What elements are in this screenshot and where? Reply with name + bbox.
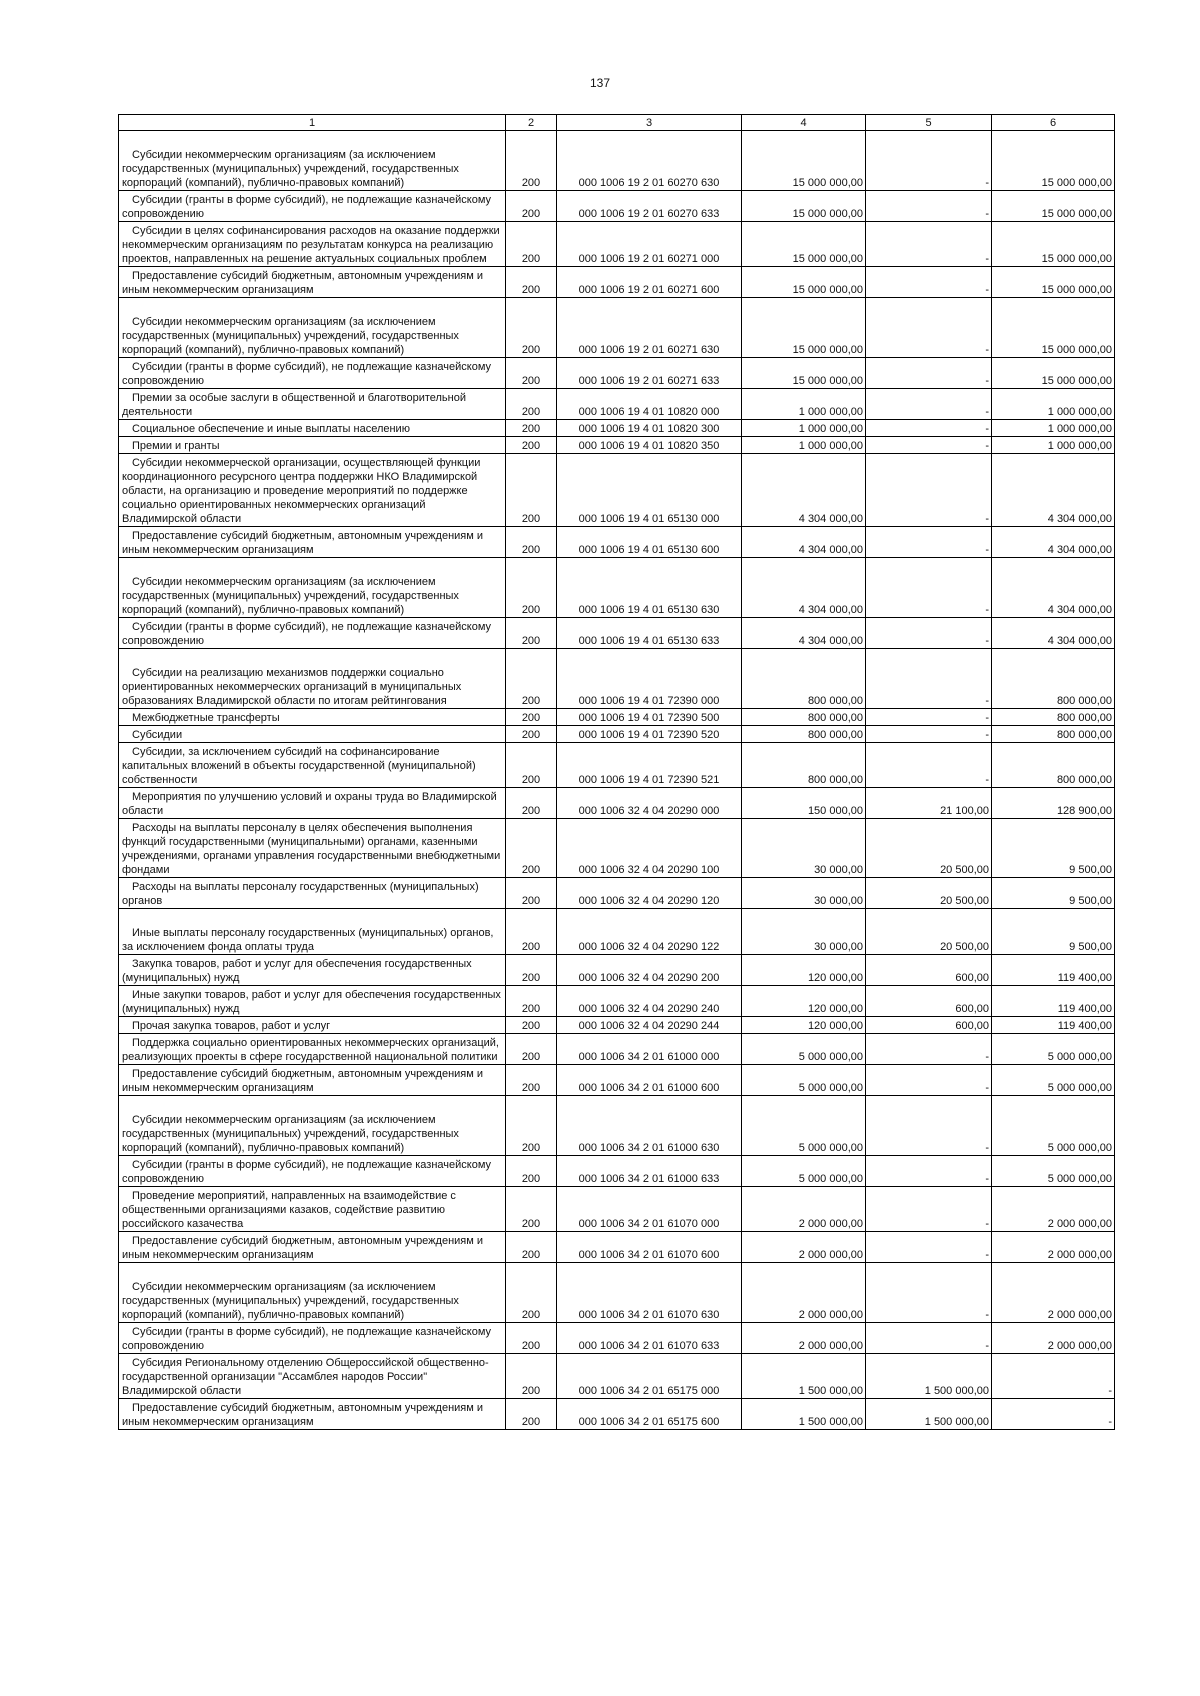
row-value-col4-cell: 120 000,00: [742, 955, 866, 986]
table-row: [119, 437, 1115, 454]
row-value-col6-cell: 15 000 000,00: [992, 267, 1115, 298]
row-value-col6-cell: 800 000,00: [992, 649, 1115, 709]
row-name-cell: [119, 358, 506, 389]
row-value-col4-cell: 2 000 000,00: [742, 1323, 866, 1354]
page-number: 137: [589, 76, 611, 90]
row-value-col5-cell: -: [866, 1096, 992, 1156]
row-name-cell: [119, 267, 506, 298]
row-name-text: Субсидии (гранты в форме субсидий), не подлежащие казначейскому сопровождению: [122, 1326, 492, 1352]
row-name-text: Премии за особые заслуги в общественной и благотворительной деятельности: [122, 392, 466, 418]
row-value-col6-cell: 1 000 000,00: [992, 389, 1115, 420]
row-budget-code-cell: 000 1006 19 2 01 60271 633: [557, 358, 742, 389]
row-budget-code-cell: 000 1006 34 2 01 61070 000: [557, 1187, 742, 1232]
column-header-6: 6: [992, 115, 1115, 131]
row-value-col4-cell: 15 000 000,00: [742, 191, 866, 222]
row-name-text: Субсидии: [132, 729, 183, 741]
row-name-text: Иные выплаты персоналу государственных (муниципальных) органов, за исключением фонда оплаты труда: [122, 927, 494, 953]
row-admin-code-cell: 200: [506, 454, 557, 527]
row-admin-code-cell: 200: [506, 1017, 557, 1034]
row-value-col4-cell: 30 000,00: [742, 819, 866, 878]
row-admin-code-cell: 200: [506, 1232, 557, 1263]
row-budget-code-cell: 000 1006 34 2 01 61000 633: [557, 1156, 742, 1187]
table-header: [119, 115, 1115, 131]
row-value-col5-cell: -: [866, 420, 992, 437]
row-name-text: Субсидии (гранты в форме субсидий), не подлежащие казначейскому сопровождению: [122, 194, 492, 220]
row-budget-code-cell: 000 1006 19 4 01 10820 300: [557, 420, 742, 437]
row-name-cell: [119, 437, 506, 454]
row-admin-code-cell: 200: [506, 527, 557, 558]
row-value-col4-cell: 800 000,00: [742, 743, 866, 788]
row-value-col6-cell: 15 000 000,00: [992, 222, 1115, 267]
row-value-col5-cell: -: [866, 618, 992, 649]
row-budget-code-cell: 000 1006 19 4 01 65130 633: [557, 618, 742, 649]
row-value-col4-cell: 1 500 000,00: [742, 1354, 866, 1399]
row-name-cell: [119, 1232, 506, 1263]
row-value-col5-cell: 1 500 000,00: [866, 1399, 992, 1430]
row-admin-code-cell: 200: [506, 1323, 557, 1354]
row-value-col6-cell: 119 400,00: [992, 986, 1115, 1017]
table-row: [119, 618, 1115, 649]
table-row: [119, 955, 1115, 986]
table-row: [119, 358, 1115, 389]
row-name-cell: [119, 819, 506, 878]
row-budget-code-cell: 000 1006 19 4 01 72390 000: [557, 649, 742, 709]
row-budget-code-cell: 000 1006 19 4 01 65130 630: [557, 558, 742, 618]
row-name-text: Предоставление субсидий бюджетным, автономным учреждениям и иным некоммерческим организациям: [122, 1068, 484, 1094]
row-value-col5-cell: -: [866, 1232, 992, 1263]
row-name-cell: [119, 709, 506, 726]
row-name-cell: [119, 389, 506, 420]
row-admin-code-cell: 200: [506, 437, 557, 454]
row-value-col5-cell: 21 100,00: [866, 788, 992, 819]
row-value-col4-cell: 1 500 000,00: [742, 1399, 866, 1430]
row-value-col5-cell: 600,00: [866, 986, 992, 1017]
table-row: [119, 222, 1115, 267]
row-value-col6-cell: 1 000 000,00: [992, 420, 1115, 437]
row-value-col4-cell: 4 304 000,00: [742, 618, 866, 649]
row-value-col5-cell: -: [866, 1156, 992, 1187]
row-value-col6-cell: 800 000,00: [992, 743, 1115, 788]
table-row: [119, 1354, 1115, 1399]
row-value-col6-cell: 2 000 000,00: [992, 1232, 1115, 1263]
row-admin-code-cell: 200: [506, 726, 557, 743]
row-name-text: Прочая закупка товаров, работ и услуг: [132, 1020, 331, 1032]
row-name-text: Субсидии некоммерческим организациям (за исключением государственных (муниципальных) учреждений, государственных корпораций (компаний), публично-правовых компаний): [122, 576, 459, 616]
table-row: [119, 1187, 1115, 1232]
row-budget-code-cell: 000 1006 32 4 04 20290 100: [557, 819, 742, 878]
row-value-col5-cell: -: [866, 743, 992, 788]
table-row: [119, 986, 1115, 1017]
table-row: [119, 191, 1115, 222]
row-admin-code-cell: 200: [506, 267, 557, 298]
row-value-col4-cell: 15 000 000,00: [742, 131, 866, 191]
row-value-col6-cell: 5 000 000,00: [992, 1096, 1115, 1156]
table-row: [119, 420, 1115, 437]
row-name-text: Предоставление субсидий бюджетным, автономным учреждениям и иным некоммерческим организациям: [122, 1235, 484, 1261]
row-value-col4-cell: 1 000 000,00: [742, 437, 866, 454]
row-value-col5-cell: -: [866, 358, 992, 389]
row-name-cell: [119, 1065, 506, 1096]
row-value-col5-cell: -: [866, 454, 992, 527]
row-name-text: Субсидии (гранты в форме субсидий), не подлежащие казначейскому сопровождению: [122, 361, 492, 387]
row-name-cell: [119, 131, 506, 191]
row-value-col6-cell: 119 400,00: [992, 955, 1115, 986]
row-admin-code-cell: 200: [506, 1065, 557, 1096]
table-row: [119, 298, 1115, 358]
row-value-col6-cell: 9 500,00: [992, 819, 1115, 878]
column-header-2: 2: [506, 115, 557, 131]
table-row: [119, 909, 1115, 955]
row-admin-code-cell: 200: [506, 191, 557, 222]
row-name-text: Поддержка социально ориентированных некоммерческих организаций, реализующих проекты в сфере государственной национальной политики: [122, 1037, 499, 1063]
row-admin-code-cell: 200: [506, 649, 557, 709]
row-budget-code-cell: 000 1006 32 4 04 20290 000: [557, 788, 742, 819]
row-value-col6-cell: 4 304 000,00: [992, 454, 1115, 527]
table-row: [119, 527, 1115, 558]
row-value-col4-cell: 15 000 000,00: [742, 222, 866, 267]
column-header-4: 4: [742, 115, 866, 131]
row-value-col6-cell: 800 000,00: [992, 726, 1115, 743]
row-admin-code-cell: 200: [506, 298, 557, 358]
row-value-col6-cell: 2 000 000,00: [992, 1263, 1115, 1323]
table-row: [119, 788, 1115, 819]
row-value-col6-cell: 2 000 000,00: [992, 1323, 1115, 1354]
row-value-col5-cell: -: [866, 527, 992, 558]
row-value-col4-cell: 120 000,00: [742, 1017, 866, 1034]
row-value-col6-cell: 800 000,00: [992, 709, 1115, 726]
row-name-text: Субсидии в целях софинансирования расходов на оказание поддержки некоммерческим организациям по результатам конкурса на реализацию проектов, направленных на решение актуальных социальных проблем: [122, 225, 500, 265]
row-value-col6-cell: 15 000 000,00: [992, 298, 1115, 358]
row-name-text: Субсидии, за исключением субсидий на софинансирование капитальных вложений в объекты государственной (муниципальной) собственности: [122, 746, 476, 786]
row-name-cell: [119, 909, 506, 955]
row-name-text: Социальное обеспечение и иные выплаты населению: [132, 423, 410, 435]
row-admin-code-cell: 200: [506, 1096, 557, 1156]
row-value-col5-cell: 20 500,00: [866, 909, 992, 955]
row-admin-code-cell: 200: [506, 709, 557, 726]
row-budget-code-cell: 000 1006 34 2 01 61000 600: [557, 1065, 742, 1096]
row-value-col5-cell: -: [866, 191, 992, 222]
row-name-text: Расходы на выплаты персоналу в целях обеспечения выполнения функций государственными (муниципальными) органами, казенными учреждениями, органами управления государственными внебюджетными фондами: [122, 822, 501, 876]
row-admin-code-cell: 200: [506, 1034, 557, 1065]
row-budget-code-cell: 000 1006 34 2 01 65175 000: [557, 1354, 742, 1399]
row-value-col6-cell: 1 000 000,00: [992, 437, 1115, 454]
table-row: [119, 267, 1115, 298]
row-value-col4-cell: 30 000,00: [742, 909, 866, 955]
row-value-col5-cell: -: [866, 437, 992, 454]
row-value-col6-cell: 9 500,00: [992, 878, 1115, 909]
row-name-cell: [119, 1017, 506, 1034]
row-value-col5-cell: -: [866, 649, 992, 709]
row-value-col4-cell: 5 000 000,00: [742, 1034, 866, 1065]
row-budget-code-cell: 000 1006 19 2 01 60271 600: [557, 267, 742, 298]
row-budget-code-cell: 000 1006 34 2 01 61000 630: [557, 1096, 742, 1156]
row-admin-code-cell: 200: [506, 1399, 557, 1430]
table-row: [119, 1323, 1115, 1354]
table-row: [119, 558, 1115, 618]
row-value-col4-cell: 2 000 000,00: [742, 1263, 866, 1323]
column-header-3: 3: [557, 115, 742, 131]
row-value-col6-cell: 119 400,00: [992, 1017, 1115, 1034]
row-admin-code-cell: 200: [506, 222, 557, 267]
row-name-cell: [119, 1187, 506, 1232]
row-budget-code-cell: 000 1006 32 4 04 20290 244: [557, 1017, 742, 1034]
row-name-text: Субсидия Региональному отделению Общероссийской общественно-государственной организации "Ассамблея народов России" Владимирской области: [122, 1357, 489, 1397]
row-name-cell: [119, 1096, 506, 1156]
row-budget-code-cell: 000 1006 19 4 01 72390 520: [557, 726, 742, 743]
row-name-cell: [119, 618, 506, 649]
row-value-col5-cell: -: [866, 1263, 992, 1323]
row-name-cell: [119, 878, 506, 909]
row-value-col5-cell: -: [866, 726, 992, 743]
row-name-text: Иные закупки товаров, работ и услуг для обеспечения государственных (муниципальных) нужд: [122, 989, 501, 1015]
budget-table: [118, 114, 1115, 1430]
table-row: [119, 878, 1115, 909]
row-value-col4-cell: 4 304 000,00: [742, 527, 866, 558]
row-value-col6-cell: 4 304 000,00: [992, 558, 1115, 618]
table-row: [119, 819, 1115, 878]
row-admin-code-cell: 200: [506, 1354, 557, 1399]
row-name-text: Субсидии (гранты в форме субсидий), не подлежащие казначейскому сопровождению: [122, 1159, 492, 1185]
row-value-col4-cell: 30 000,00: [742, 878, 866, 909]
row-value-col6-cell: 2 000 000,00: [992, 1187, 1115, 1232]
table-row: [119, 743, 1115, 788]
row-name-cell: [119, 986, 506, 1017]
row-name-text: Закупка товаров, работ и услуг для обеспечения государственных (муниципальных) нужд: [122, 958, 472, 984]
row-name-cell: [119, 1263, 506, 1323]
row-admin-code-cell: 200: [506, 618, 557, 649]
row-name-cell: [119, 1399, 506, 1430]
row-name-text: Субсидии (гранты в форме субсидий), не подлежащие казначейскому сопровождению: [122, 621, 492, 647]
row-budget-code-cell: 000 1006 19 4 01 10820 350: [557, 437, 742, 454]
row-budget-code-cell: 000 1006 19 2 01 60271 630: [557, 298, 742, 358]
row-value-col4-cell: 1 000 000,00: [742, 389, 866, 420]
row-admin-code-cell: 200: [506, 1156, 557, 1187]
table-row: [119, 1017, 1115, 1034]
row-name-text: Субсидии некоммерческим организациям (за исключением государственных (муниципальных) учреждений, государственных корпораций (компаний), публично-правовых компаний): [122, 1114, 459, 1154]
row-admin-code-cell: 200: [506, 743, 557, 788]
row-name-cell: [119, 1034, 506, 1065]
row-value-col5-cell: 1 500 000,00: [866, 1354, 992, 1399]
row-budget-code-cell: 000 1006 34 2 01 61070 600: [557, 1232, 742, 1263]
column-header-5: 5: [866, 115, 992, 131]
row-name-text: Премии и гранты: [132, 440, 220, 452]
row-value-col4-cell: 150 000,00: [742, 788, 866, 819]
row-admin-code-cell: 200: [506, 819, 557, 878]
row-budget-code-cell: 000 1006 34 2 01 61000 000: [557, 1034, 742, 1065]
row-name-cell: [119, 298, 506, 358]
row-budget-code-cell: 000 1006 32 4 04 20290 240: [557, 986, 742, 1017]
row-budget-code-cell: 000 1006 19 4 01 10820 000: [557, 389, 742, 420]
row-budget-code-cell: 000 1006 19 4 01 65130 600: [557, 527, 742, 558]
row-value-col6-cell: 9 500,00: [992, 909, 1115, 955]
row-value-col5-cell: -: [866, 709, 992, 726]
row-name-text: Мероприятия по улучшению условий и охраны труда во Владимирской области: [122, 791, 497, 817]
row-value-col6-cell: -: [992, 1354, 1115, 1399]
row-budget-code-cell: 000 1006 32 4 04 20290 122: [557, 909, 742, 955]
row-name-cell: [119, 420, 506, 437]
row-admin-code-cell: 200: [506, 558, 557, 618]
row-value-col6-cell: 4 304 000,00: [992, 527, 1115, 558]
row-value-col5-cell: 600,00: [866, 1017, 992, 1034]
row-name-cell: [119, 558, 506, 618]
table-row: [119, 726, 1115, 743]
row-value-col6-cell: 15 000 000,00: [992, 191, 1115, 222]
row-name-text: Субсидии некоммерческой организации, осуществляющей функции координационного ресурсного центра поддержки НКО Владимирской области, на организацию и проведение мероприятий по поддержке социально ориентированных некоммерческих организаций Владимирской области: [122, 457, 481, 525]
row-value-col6-cell: 128 900,00: [992, 788, 1115, 819]
row-value-col5-cell: -: [866, 558, 992, 618]
row-admin-code-cell: 200: [506, 909, 557, 955]
row-admin-code-cell: 200: [506, 1263, 557, 1323]
row-value-col4-cell: 800 000,00: [742, 726, 866, 743]
row-value-col4-cell: 800 000,00: [742, 709, 866, 726]
row-value-col4-cell: 4 304 000,00: [742, 454, 866, 527]
row-value-col4-cell: 120 000,00: [742, 986, 866, 1017]
row-value-col6-cell: 4 304 000,00: [992, 618, 1115, 649]
row-name-text: Предоставление субсидий бюджетным, автономным учреждениям и иным некоммерческим организациям: [122, 1402, 484, 1428]
row-value-col4-cell: 1 000 000,00: [742, 420, 866, 437]
row-name-text: Межбюджетные трансферты: [132, 712, 280, 724]
row-admin-code-cell: 200: [506, 389, 557, 420]
row-value-col4-cell: 5 000 000,00: [742, 1065, 866, 1096]
row-name-text: Субсидии некоммерческим организациям (за исключением государственных (муниципальных) учреждений, государственных корпораций (компаний), публично-правовых компаний): [122, 1281, 459, 1321]
row-name-cell: [119, 743, 506, 788]
row-admin-code-cell: 200: [506, 986, 557, 1017]
row-budget-code-cell: 000 1006 19 2 01 60270 633: [557, 191, 742, 222]
row-value-col4-cell: 2 000 000,00: [742, 1232, 866, 1263]
table-row: [119, 1065, 1115, 1096]
row-value-col5-cell: -: [866, 1034, 992, 1065]
row-name-text: Субсидии на реализацию механизмов поддержки социально ориентированных некоммерческих организаций в муниципальных образованиях Владимирской области по итогам рейтингования: [122, 667, 462, 707]
row-value-col6-cell: 5 000 000,00: [992, 1065, 1115, 1096]
row-name-text: Предоставление субсидий бюджетным, автономным учреждениям и иным некоммерческим организациям: [122, 270, 484, 296]
row-name-cell: [119, 191, 506, 222]
table-body: [119, 131, 1115, 1430]
row-value-col6-cell: -: [992, 1399, 1115, 1430]
table-row: [119, 709, 1115, 726]
row-value-col4-cell: 15 000 000,00: [742, 267, 866, 298]
row-name-cell: [119, 788, 506, 819]
row-value-col4-cell: 2 000 000,00: [742, 1187, 866, 1232]
row-name-cell: [119, 955, 506, 986]
row-admin-code-cell: 200: [506, 788, 557, 819]
row-admin-code-cell: 200: [506, 878, 557, 909]
row-budget-code-cell: 000 1006 19 4 01 72390 500: [557, 709, 742, 726]
table-row: [119, 131, 1115, 191]
row-budget-code-cell: 000 1006 32 4 04 20290 120: [557, 878, 742, 909]
row-value-col4-cell: 800 000,00: [742, 649, 866, 709]
column-number-row: [119, 115, 1115, 131]
column-header-1: 1: [119, 115, 506, 131]
row-value-col5-cell: -: [866, 1323, 992, 1354]
row-name-cell: [119, 454, 506, 527]
row-value-col6-cell: 5 000 000,00: [992, 1156, 1115, 1187]
row-name-cell: [119, 726, 506, 743]
row-value-col4-cell: 4 304 000,00: [742, 558, 866, 618]
row-admin-code-cell: 200: [506, 131, 557, 191]
row-budget-code-cell: 000 1006 34 2 01 61070 630: [557, 1263, 742, 1323]
row-value-col6-cell: 15 000 000,00: [992, 358, 1115, 389]
row-budget-code-cell: 000 1006 19 4 01 65130 000: [557, 454, 742, 527]
table-row: [119, 1034, 1115, 1065]
row-budget-code-cell: 000 1006 32 4 04 20290 200: [557, 955, 742, 986]
row-value-col5-cell: -: [866, 131, 992, 191]
row-value-col5-cell: -: [866, 1065, 992, 1096]
table-row: [119, 1399, 1115, 1430]
row-value-col4-cell: 15 000 000,00: [742, 298, 866, 358]
table-row: [119, 1263, 1115, 1323]
row-admin-code-cell: 200: [506, 420, 557, 437]
row-value-col5-cell: 600,00: [866, 955, 992, 986]
row-value-col5-cell: -: [866, 267, 992, 298]
table-row: [119, 1156, 1115, 1187]
row-value-col5-cell: -: [866, 1187, 992, 1232]
row-admin-code-cell: 200: [506, 955, 557, 986]
table-row: [119, 1232, 1115, 1263]
row-name-text: Проведение мероприятий, направленных на взаимодействие с общественными организациями казаков, содействие развитию российского казачества: [122, 1190, 456, 1230]
row-name-text: Субсидии некоммерческим организациям (за исключением государственных (муниципальных) учреждений, государственных корпораций (компаний), публично-правовых компаний): [122, 149, 459, 189]
row-name-cell: [119, 222, 506, 267]
row-value-col6-cell: 5 000 000,00: [992, 1034, 1115, 1065]
table-row: [119, 1096, 1115, 1156]
row-admin-code-cell: 200: [506, 358, 557, 389]
row-value-col5-cell: 20 500,00: [866, 819, 992, 878]
table-row: [119, 389, 1115, 420]
row-name-cell: [119, 1354, 506, 1399]
row-name-cell: [119, 1323, 506, 1354]
row-value-col5-cell: 20 500,00: [866, 878, 992, 909]
row-budget-code-cell: 000 1006 34 2 01 61070 633: [557, 1323, 742, 1354]
row-name-text: Расходы на выплаты персоналу государственных (муниципальных) органов: [122, 881, 479, 907]
row-admin-code-cell: 200: [506, 1187, 557, 1232]
row-name-cell: [119, 649, 506, 709]
row-budget-code-cell: 000 1006 19 2 01 60270 630: [557, 131, 742, 191]
row-budget-code-cell: 000 1006 19 4 01 72390 521: [557, 743, 742, 788]
row-budget-code-cell: 000 1006 19 2 01 60271 000: [557, 222, 742, 267]
row-name-text: Субсидии некоммерческим организациям (за исключением государственных (муниципальных) учреждений, государственных корпораций (компаний), публично-правовых компаний): [122, 316, 459, 356]
row-value-col4-cell: 5 000 000,00: [742, 1096, 866, 1156]
row-name-cell: [119, 1156, 506, 1187]
row-value-col5-cell: -: [866, 222, 992, 267]
row-value-col4-cell: 5 000 000,00: [742, 1156, 866, 1187]
row-value-col6-cell: 15 000 000,00: [992, 131, 1115, 191]
row-budget-code-cell: 000 1006 34 2 01 65175 600: [557, 1399, 742, 1430]
table-row: [119, 454, 1115, 527]
row-value-col4-cell: 15 000 000,00: [742, 358, 866, 389]
row-value-col5-cell: -: [866, 389, 992, 420]
table-row: [119, 649, 1115, 709]
row-name-cell: [119, 527, 506, 558]
row-value-col5-cell: -: [866, 298, 992, 358]
row-name-text: Предоставление субсидий бюджетным, автономным учреждениям и иным некоммерческим организациям: [122, 530, 484, 556]
